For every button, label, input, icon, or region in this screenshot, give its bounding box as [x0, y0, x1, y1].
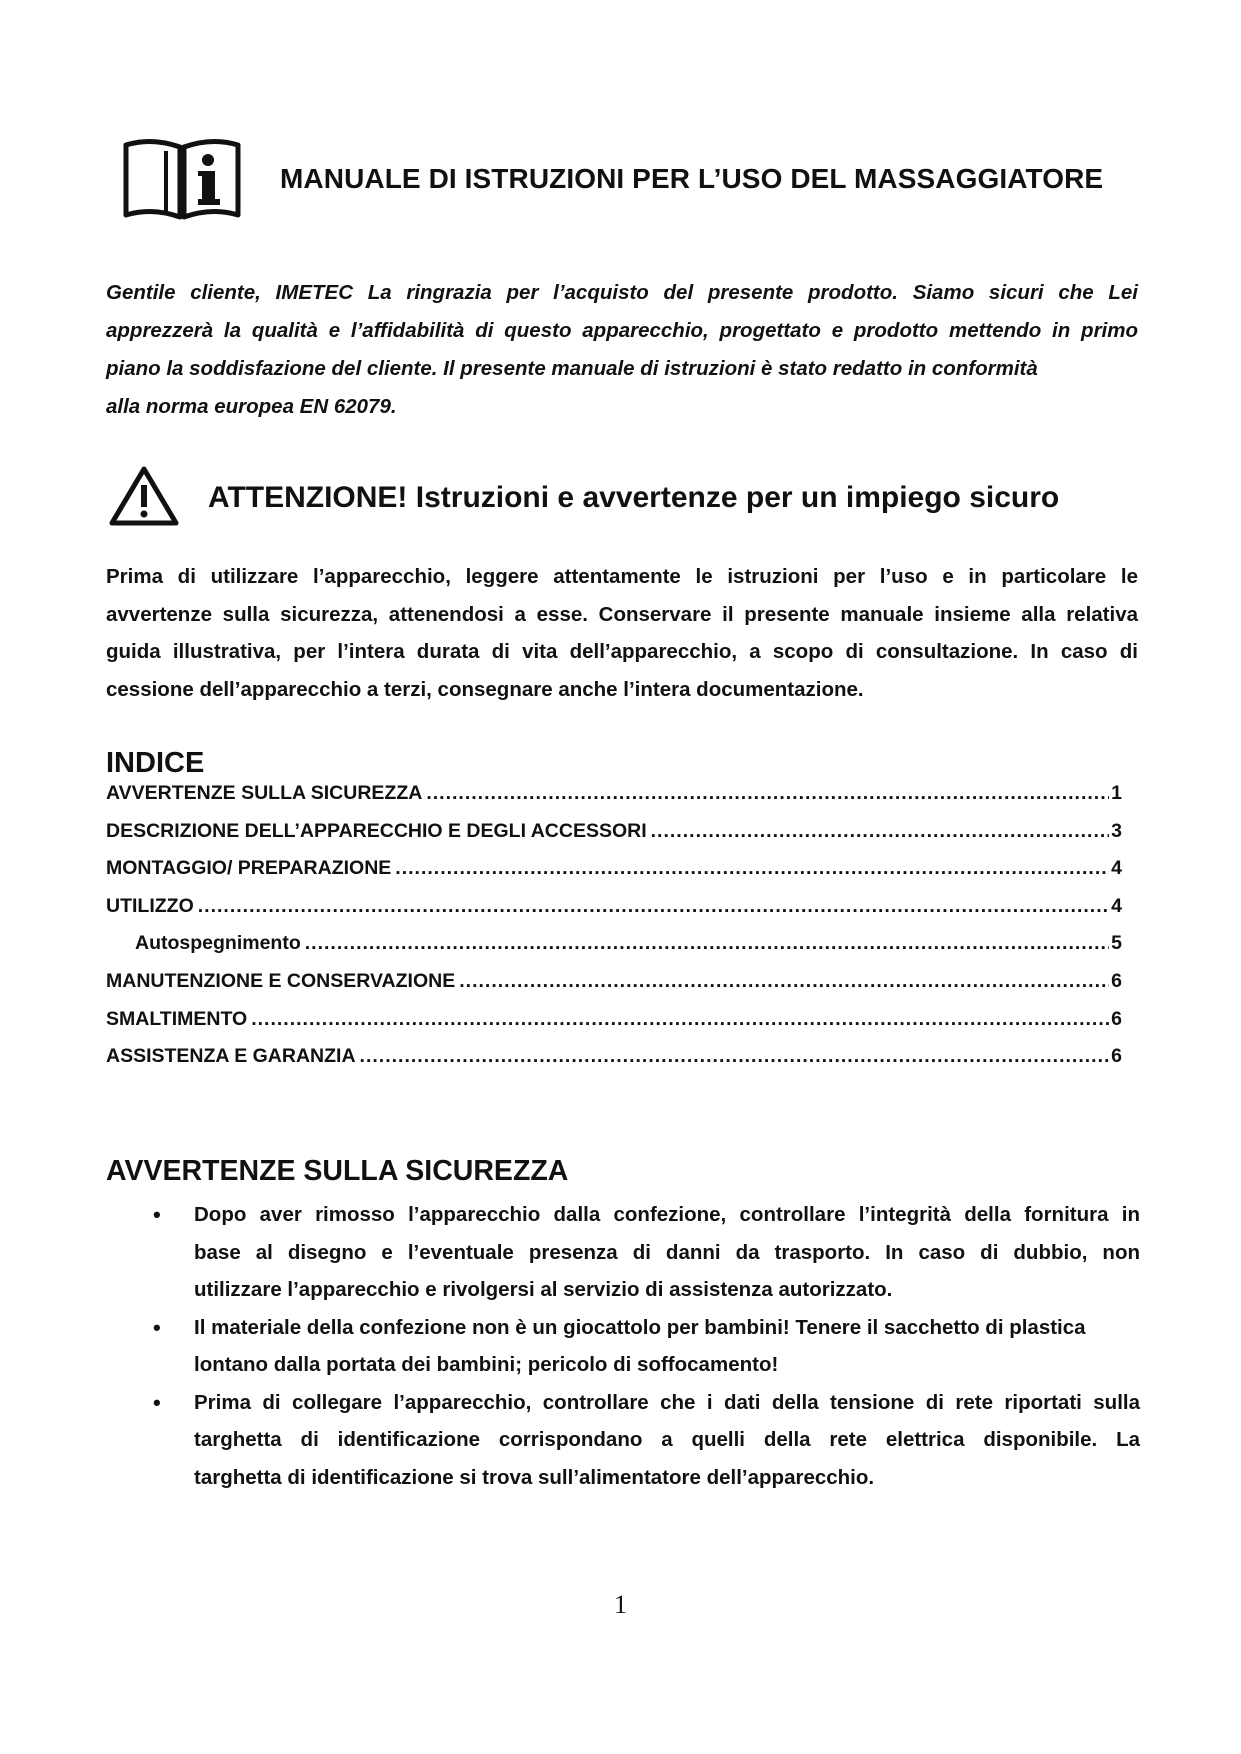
bullet-line: lontano dalla portata dei bambini; pericolo di soffocamento! — [194, 1353, 779, 1376]
safety-bullet — [150, 1196, 1140, 1309]
toc-label: UTILIZZO — [106, 894, 194, 917]
warning-line: Prima di utilizzare l’apparecchio, leggere attentamente le istruzioni per l’uso e in particolare le — [106, 565, 1138, 588]
table-of-contents — [106, 782, 1122, 1083]
toc-page: 3 — [1111, 819, 1122, 842]
toc-page: 4 — [1111, 894, 1122, 917]
toc-page: 1 — [1111, 782, 1122, 804]
toc-leader — [251, 1008, 1109, 1031]
toc-label: MANUTENZIONE E CONSERVAZIONE — [106, 969, 456, 992]
toc-page: 4 — [1111, 857, 1122, 880]
toc-label: ASSISTENZA E GARANZIA — [106, 1045, 356, 1068]
toc-leader — [360, 1045, 1110, 1068]
toc-entry[interactable] — [106, 932, 1122, 970]
toc-leader — [395, 857, 1109, 880]
toc-label: MONTAGGIO/ PREPARAZIONE — [106, 857, 392, 880]
toc-entry[interactable] — [106, 970, 1122, 1008]
bullet-line: Il materiale della confezione non è un giocattolo per bambini! Tenere il sacchetto di plastica — [194, 1315, 1086, 1339]
bullet-icon: • — [153, 1314, 161, 1340]
bullet-line: base al disegno e l’eventuale presenza di danni da trasporto. In caso di dubbio, non — [194, 1240, 1140, 1264]
intro-line: alla norma europea EN 62079. — [106, 395, 397, 418]
intro-line: apprezzerà la qualità e l’affidabilità di questo apparecchio, progettato e prodotto mettendo in primo — [106, 319, 1138, 342]
bullet-icon: • — [153, 1389, 161, 1415]
toc-leader — [426, 782, 1109, 805]
bullet-line: Dopo aver rimosso l’apparecchio dalla confezione, controllare l’integrità della fornitura in — [194, 1203, 1140, 1226]
toc-leader — [198, 895, 1109, 918]
toc-entry[interactable] — [106, 782, 1122, 820]
intro-line: Gentile cliente, IMETEC La ringrazia per l’acquisto del presente prodotto. Siamo sicuri che Lei — [106, 281, 1138, 304]
toc-leader — [651, 820, 1110, 843]
page-number: 1 — [614, 1590, 627, 1619]
toc-page: 6 — [1111, 1007, 1122, 1030]
safety-section-title: AVVERTENZE SULLA SICUREZZA — [106, 1155, 569, 1187]
toc-label: AVVERTENZE SULLA SICUREZZA — [106, 782, 423, 804]
index-title: INDICE — [106, 747, 205, 779]
bullet-line: targhetta di identificazione corrispondano a quelli della rete elettrica disponibile. La — [194, 1428, 1140, 1451]
toc-entry[interactable] — [106, 1045, 1122, 1083]
intro-paragraph — [106, 274, 1138, 426]
toc-leader — [305, 932, 1109, 955]
toc-label: SMALTIMENTO — [106, 1007, 248, 1030]
toc-page: 6 — [1111, 1045, 1122, 1068]
toc-page: 6 — [1111, 969, 1122, 992]
toc-entry[interactable] — [106, 895, 1122, 933]
toc-entry[interactable] — [106, 1008, 1122, 1046]
safety-bullet — [150, 1309, 1140, 1384]
warning-title: ATTENZIONE! Istruzioni e avvertenze per un impiego sicuro — [208, 481, 1060, 514]
toc-entry[interactable] — [106, 820, 1122, 858]
bullet-line: targhetta di identificazione si trova sull’alimentatore dell’apparecchio. — [194, 1465, 875, 1489]
toc-entry[interactable] — [106, 857, 1122, 895]
warning-line: cessione dell’apparecchio a terzi, consegnare anche l’intera documentazione. — [106, 677, 864, 701]
toc-label: Autospegnimento — [135, 932, 301, 955]
toc-label: DESCRIZIONE DELL’APPARECCHIO E DEGLI ACCESSORI — [106, 819, 647, 842]
toc-leader — [459, 970, 1109, 993]
intro-line: piano la soddisfazione del cliente. Il presente manuale di istruzioni è stato redatto in conformità — [106, 357, 1038, 380]
safety-bullet — [150, 1384, 1140, 1497]
toc-page: 5 — [1111, 932, 1122, 955]
warning-paragraph — [106, 558, 1138, 708]
warning-line: avvertenze sulla sicurezza, attenendosi a esse. Conservare il presente manuale insieme alla relativa — [106, 602, 1138, 626]
document-title: MANUALE DI ISTRUZIONI PER L’USO DEL MASSAGGIATORE — [280, 163, 1104, 194]
info-manual-icon — [122, 137, 242, 221]
warning-line: guida illustrativa, per l’intera durata di vita dell’apparecchio, a scopo di consultazione. In caso di — [106, 640, 1138, 663]
safety-bullet-list — [150, 1196, 1140, 1496]
bullet-line: Prima di collegare l’apparecchio, controllare che i dati della tensione di rete riportati sulla — [194, 1390, 1140, 1414]
bullet-line: utilizzare l’apparecchio e rivolgersi al servizio di assistenza autorizzato. — [194, 1278, 893, 1301]
warning-triangle-icon — [108, 465, 180, 529]
bullet-icon: • — [153, 1202, 161, 1227]
